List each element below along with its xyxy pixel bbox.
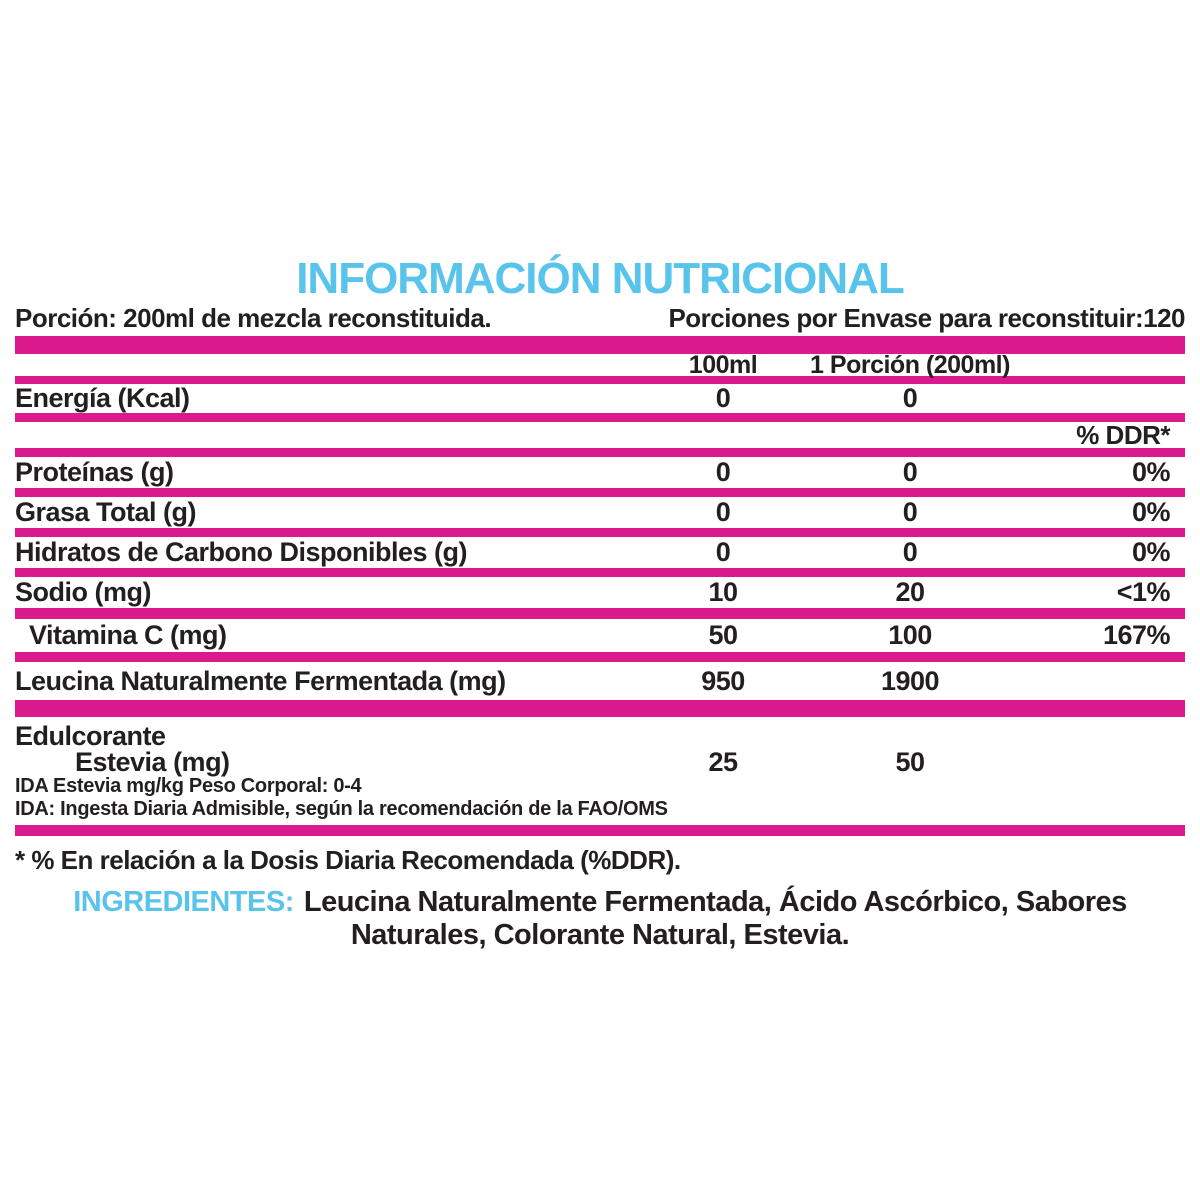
ddr-footnote: * % En relación a la Dosis Diaria Recomendada (%DDR). — [15, 845, 681, 875]
serving-row — [15, 305, 1185, 331]
ingredients-text: Leucina Naturalmente Fermentada, Ácido Ascórbico, Sabores Naturales, Colorante Natural, Estevia. — [303, 886, 1127, 951]
ingredients-paragraph — [35, 886, 1165, 952]
value-portion: 0 — [902, 457, 918, 487]
value-100ml: 50 — [708, 620, 738, 650]
nutrient-label: Vitamina C (mg) — [29, 620, 227, 650]
divider-bar — [15, 448, 1185, 457]
value-100ml: 0 — [715, 537, 731, 567]
nutrition-label — [15, 254, 1185, 952]
value-portion: 20 — [895, 577, 925, 607]
nutrient-row-sodio — [15, 577, 1185, 608]
nutrient-label: Leucina Naturalmente Fermentada (mg) — [15, 665, 506, 696]
edulcorante-line2: Estevia (mg) — [75, 747, 230, 777]
column-header-100ml: 100ml — [688, 350, 758, 379]
nutrient-row-leucina — [15, 662, 1185, 700]
value-portion: 0 — [902, 383, 918, 413]
value-ddr: 0% — [1131, 497, 1170, 527]
divider-bar — [15, 568, 1185, 577]
servings-per-container: Porciones por Envase para reconstituir:120 — [668, 303, 1185, 333]
value-100ml: 0 — [715, 383, 731, 413]
page-title: INFORMACIÓN NUTRICIONAL — [296, 254, 904, 303]
serving-size: Porción: 200ml de mezcla reconstituida. — [15, 303, 492, 333]
nutrient-row-vitamina-c — [15, 619, 1185, 652]
nutrient-label: Hidratos de Carbono Disponibles (g) — [15, 537, 468, 567]
ddr-header-row — [15, 419, 1185, 450]
value-100ml: 950 — [701, 665, 745, 696]
nutrient-row-edulcorante — [15, 717, 1185, 775]
divider-bar — [15, 652, 1185, 662]
value-100ml: 0 — [715, 497, 731, 527]
value-ddr: 0% — [1131, 537, 1170, 567]
value-portion: 1900 — [880, 665, 940, 696]
nutrient-row-grasa-total — [15, 497, 1185, 528]
nutrient-row-energia — [15, 384, 1185, 413]
value-ddr: 167% — [1102, 620, 1170, 650]
nutrient-label: Sodio (mg) — [15, 577, 151, 607]
divider-bar — [15, 413, 1185, 422]
value-ddr: <1% — [1116, 577, 1170, 607]
nutrient-row-hidratos — [15, 537, 1185, 568]
divider-bar-thick — [15, 700, 1185, 717]
edulcorante-line1: Edulcorante — [15, 721, 166, 751]
column-header-row — [15, 350, 1185, 379]
column-header-portion: 1 Porción (200ml) — [810, 350, 1010, 379]
value-portion: 50 — [895, 747, 925, 777]
value-100ml: 10 — [708, 577, 738, 607]
value-100ml: 25 — [708, 747, 738, 777]
ida-note-1: IDA Estevia mg/kg Peso Corporal: 0-4 — [15, 775, 362, 797]
ida-note-2: IDA: Ingesta Diaria Admisible, según la recomendación de la FAO/OMS — [15, 798, 668, 820]
ddr-column-header: % DDR* — [1076, 419, 1170, 450]
nutrient-label: Energía (Kcal) — [15, 383, 190, 413]
value-portion: 0 — [902, 497, 918, 527]
nutrient-label: Grasa Total (g) — [15, 497, 197, 527]
value-portion: 0 — [902, 537, 918, 567]
nutrient-label: Proteínas (g) — [15, 457, 174, 487]
value-ddr: 0% — [1131, 457, 1170, 487]
ingredients-label: INGREDIENTES: — [73, 886, 294, 918]
divider-bar — [15, 608, 1185, 619]
divider-bar — [15, 825, 1185, 836]
nutrient-label — [15, 723, 671, 775]
divider-bar — [15, 528, 1185, 537]
nutrient-row-proteinas — [15, 457, 1185, 488]
divider-bar — [15, 488, 1185, 497]
value-portion: 100 — [888, 620, 932, 650]
value-100ml: 0 — [715, 457, 731, 487]
